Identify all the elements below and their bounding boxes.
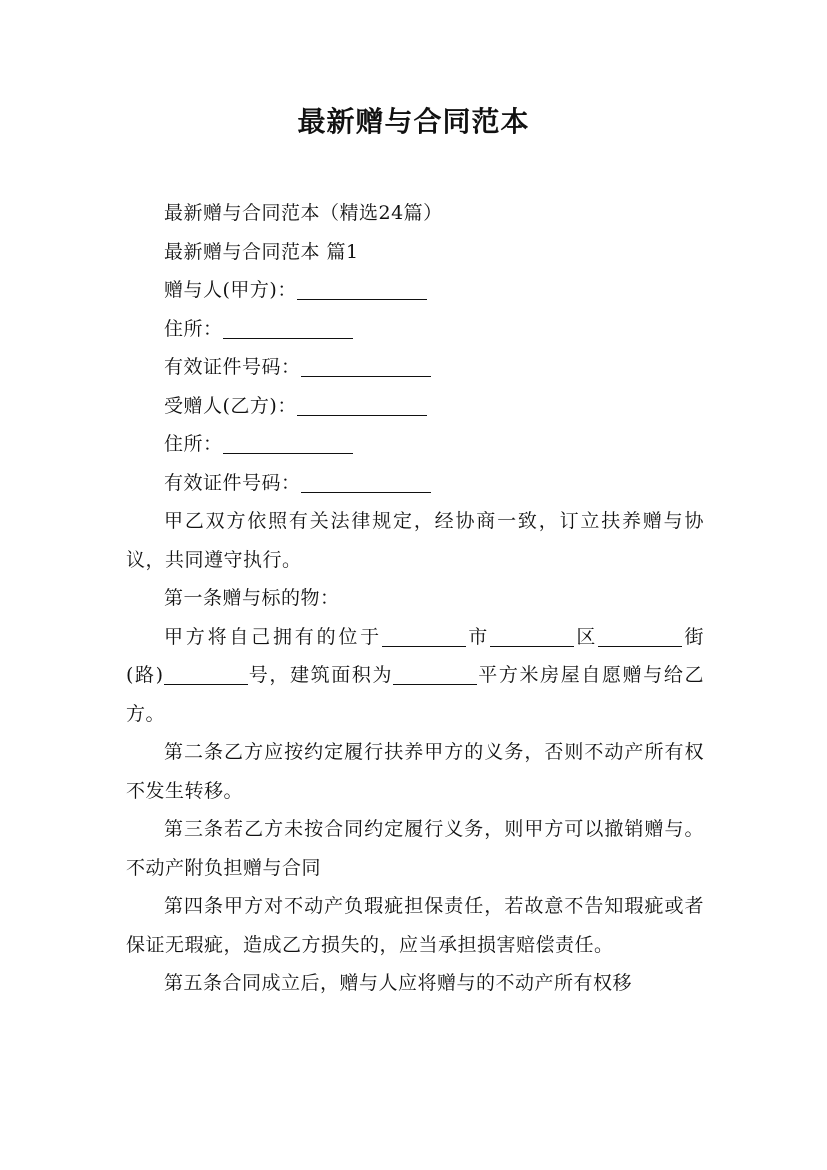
field-donor-id bbox=[126, 348, 704, 387]
field-donee-id-label: 有效证件号码： bbox=[164, 471, 301, 494]
field-donor-label: 赠与人(甲方)： bbox=[164, 279, 297, 301]
article-1-text-e: 号，建筑面积为 bbox=[247, 664, 394, 686]
document-title: 最新赠与合同范本 bbox=[297, 105, 530, 138]
city-blank bbox=[382, 624, 466, 647]
section-heading: 最新赠与合同范本 篇1 bbox=[164, 240, 359, 263]
document-body bbox=[126, 194, 704, 1003]
article-1-body bbox=[126, 618, 704, 734]
district-blank bbox=[490, 624, 574, 647]
donee-id-blank bbox=[301, 470, 431, 493]
field-donor bbox=[126, 271, 704, 310]
donor-address-blank bbox=[223, 316, 353, 339]
article-1-text-f: 平方米房屋自愿赠与给乙方。 bbox=[126, 664, 704, 725]
field-donee-label: 受赠人(乙方)： bbox=[164, 394, 297, 417]
field-donee bbox=[126, 387, 704, 426]
article-4: 第四条甲方对不动产负瑕疵担保责任，若故意不告知瑕疵或者保证无瑕疵，造成乙方损失的，应当承担损害赔偿责任。 bbox=[126, 895, 704, 956]
article-5: 第五条合同成立后，赠与人应将赠与的不动产所有权移 bbox=[164, 972, 633, 994]
document-subtitle: 最新赠与合同范本（精选24篇） bbox=[164, 202, 443, 224]
article-3: 第三条若乙方未按合同约定履行义务，则甲方可以撤销赠与。不动产附负担赠与合同 bbox=[126, 818, 704, 879]
donor-name-blank bbox=[297, 277, 427, 300]
donee-name-blank bbox=[297, 393, 427, 416]
field-donor-address bbox=[126, 310, 704, 349]
field-donee-address bbox=[126, 425, 704, 464]
donor-id-blank bbox=[301, 354, 431, 377]
article-1-text-a: 甲方将自己拥有的位于 bbox=[164, 625, 382, 648]
field-donee-id bbox=[126, 464, 704, 503]
intro-paragraph: 甲乙双方依照有关法律规定，经协商一致，订立扶养赠与协议，共同遵守执行。 bbox=[126, 510, 704, 571]
article-1-text-b: 市 bbox=[465, 625, 491, 648]
donee-address-blank bbox=[223, 431, 353, 454]
article-2: 第二条乙方应按约定履行扶养甲方的义务，否则不动产所有权不发生转移。 bbox=[126, 741, 704, 802]
street-blank bbox=[598, 624, 682, 647]
article-1-text-d: 街(路) bbox=[126, 625, 704, 686]
field-donor-id-label: 有效证件号码： bbox=[164, 356, 301, 378]
area-blank bbox=[393, 662, 477, 685]
field-donee-address-label: 住所： bbox=[164, 433, 223, 455]
field-donor-address-label: 住所： bbox=[164, 317, 223, 340]
article-1-heading: 第一条赠与标的物： bbox=[164, 587, 340, 609]
article-1-text-c: 区 bbox=[574, 625, 599, 648]
number-blank bbox=[164, 662, 248, 685]
